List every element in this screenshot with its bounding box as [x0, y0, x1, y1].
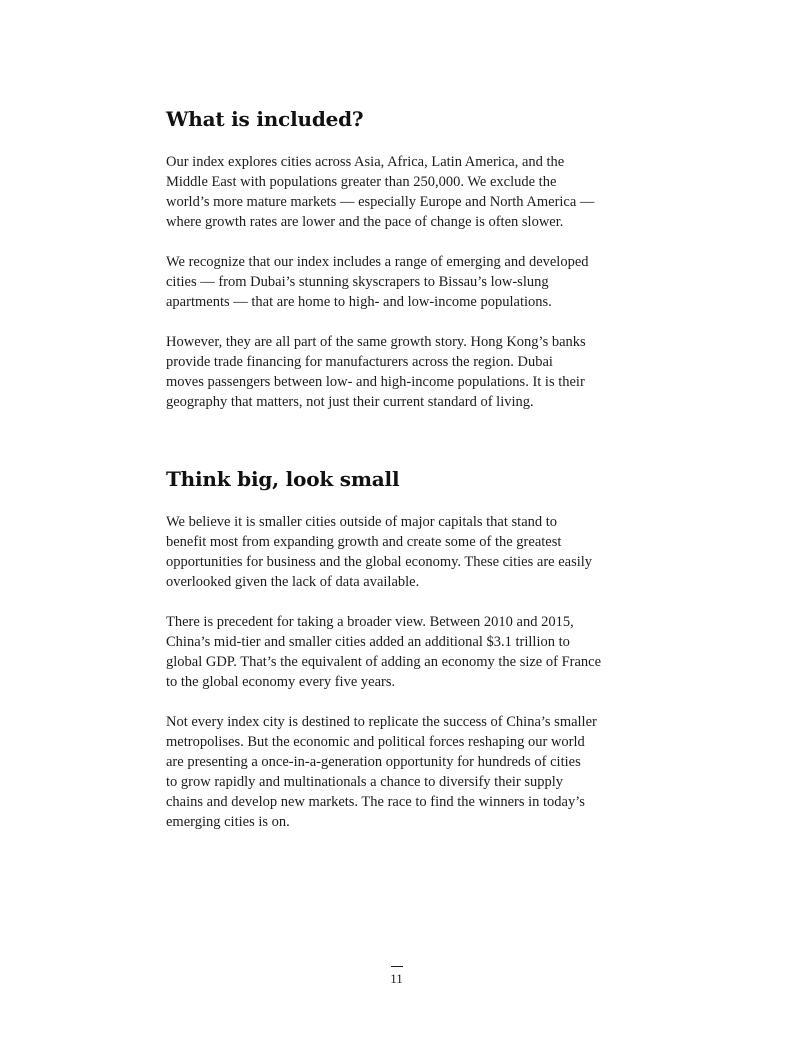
text-line: geography that matters, not just their current standard of living. [166, 394, 534, 410]
paragraph [166, 512, 592, 592]
page-footer [0, 966, 793, 987]
text-line: However, they are all part of the same growth story. Hong Kong’s banks [166, 334, 586, 350]
text-line: China’s mid-tier and smaller cities added an additional $3.1 trillion to [166, 634, 570, 650]
paragraph [166, 612, 601, 692]
text-line: moves passengers between low- and high-income populations. It is their [166, 374, 585, 390]
paragraph [166, 712, 597, 832]
text-line: are presenting a once-in-a-generation opportunity for hundreds of cities [166, 754, 581, 770]
paragraph [166, 152, 594, 232]
text-line: chains and develop new markets. The race to find the winners in today’s [166, 794, 585, 810]
section-title-what-is-included: What is included? [166, 107, 364, 131]
text-line: Our index explores cities across Asia, Africa, Latin America, and the [166, 154, 565, 170]
text-line: We recognize that our index includes a range of emerging and developed [166, 254, 589, 270]
text-line: provide trade financing for manufacturers across the region. Dubai [166, 354, 553, 370]
text-line: There is precedent for taking a broader view. Between 2010 and 2015, [166, 614, 574, 630]
text-line: apartments — that are home to high- and low-income populations. [166, 294, 552, 310]
text-line: to grow rapidly and multinationals a chance to diversify their supply [166, 774, 564, 790]
text-line: benefit most from expanding growth and create some of the greatest [166, 534, 562, 550]
text-line: world’s more mature markets — especially Europe and North America — [166, 194, 595, 210]
text-line: Not every index city is destined to replicate the success of China’s smaller [166, 714, 597, 730]
section-title-think-big-look-small: Think big, look small [166, 467, 400, 491]
text-line: We believe it is smaller cities outside of major capitals that stand to [166, 514, 558, 530]
text-line: cities — from Dubai’s stunning skyscrapers to Bissau’s low-slung [166, 274, 549, 290]
footer-rule [391, 966, 403, 967]
text-line: emerging cities is on. [166, 814, 290, 830]
text-line: metropolises. But the economic and political forces reshaping our world [166, 734, 585, 750]
page-number: 11 [390, 971, 403, 986]
text-line: overlooked given the lack of data available. [166, 574, 420, 590]
text-line: opportunities for business and the global economy. These cities are easily [166, 554, 593, 570]
text-line: global GDP. That’s the equivalent of adding an economy the size of France [166, 654, 602, 670]
text-line: to the global economy every five years. [166, 674, 396, 690]
paragraph [166, 252, 589, 312]
text-line: where growth rates are lower and the pace of change is often slower. [166, 214, 564, 230]
paragraph [166, 332, 586, 412]
text-line: Middle East with populations greater than 250,000. We exclude the [166, 174, 557, 190]
